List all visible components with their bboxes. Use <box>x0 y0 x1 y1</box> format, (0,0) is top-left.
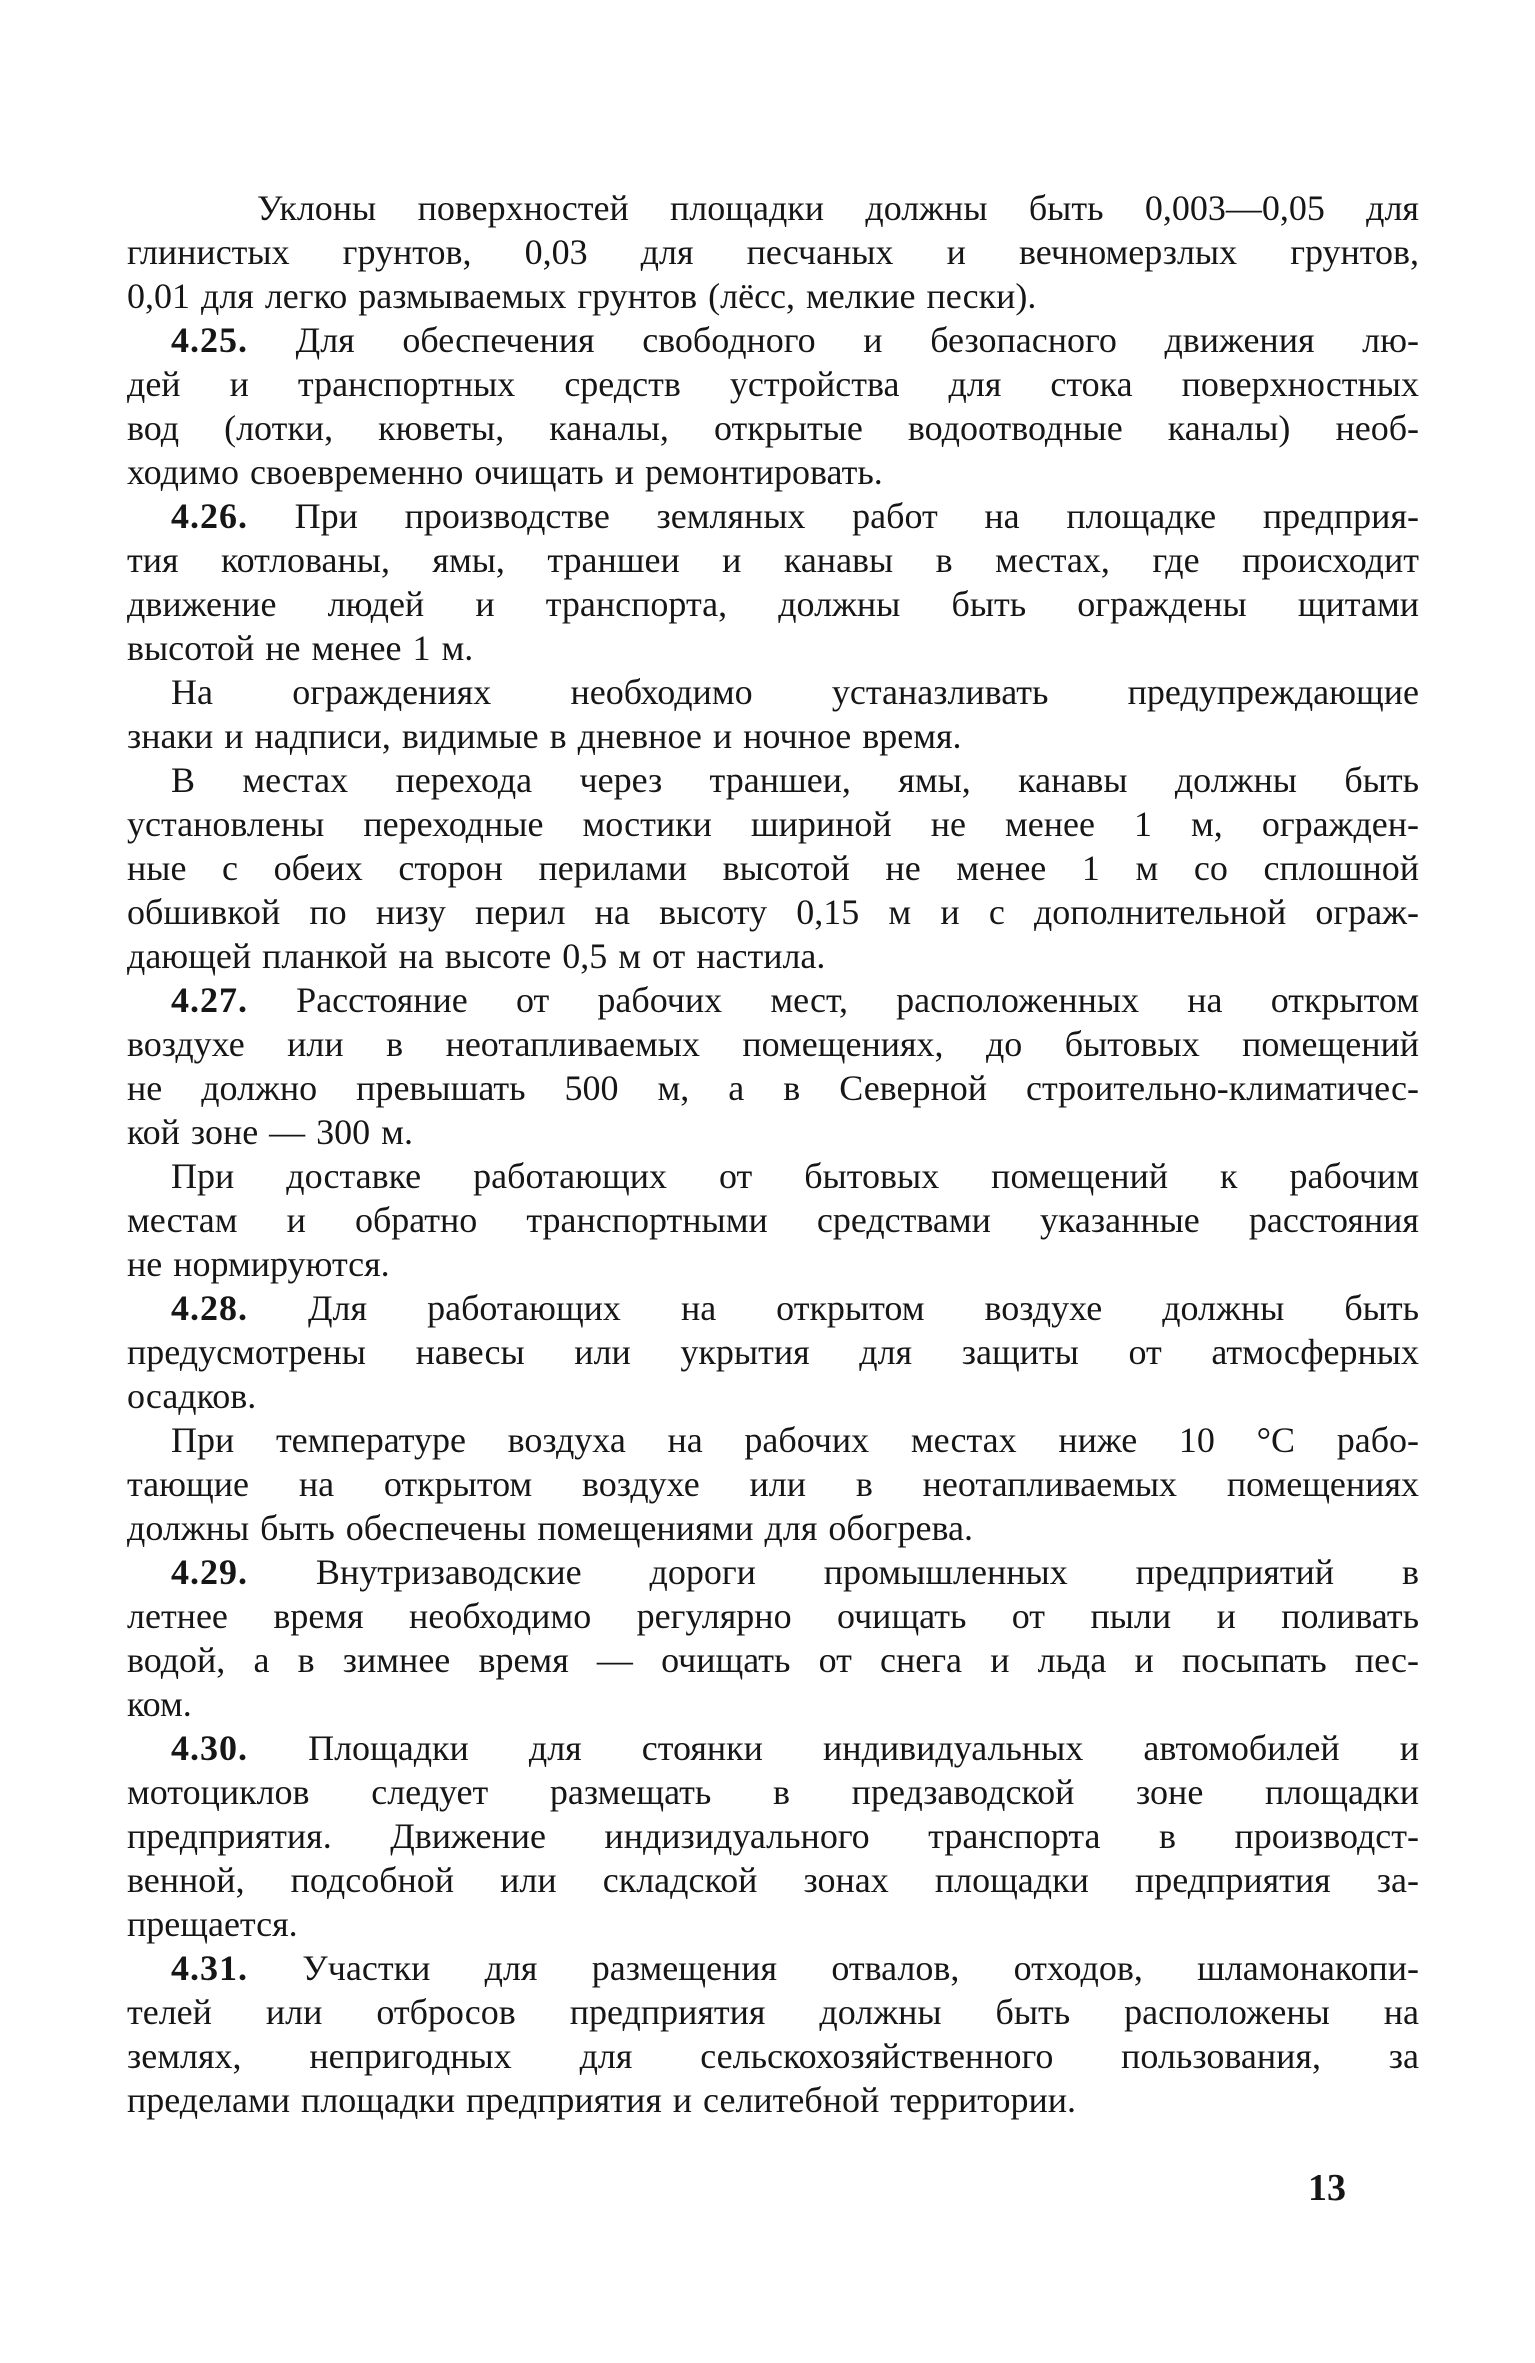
text-line: 4.31. Участки для размещения отвалов, отходов, шламонакопи- <box>171 1948 1419 1988</box>
text-line: вод (лотки, кюветы, каналы, открытые водоотводные каналы) необ- <box>127 408 1419 448</box>
text-line: должны быть обеспечены помещениями для обогрева. <box>127 1508 973 1548</box>
text-line: 4.30. Площадки для стоянки индивидуальных автомобилей и <box>171 1728 1419 1768</box>
text-line: При доставке работающих от бытовых помещений к рабочим <box>171 1156 1419 1196</box>
text-line: дающей планкой на высоте 0,5 м от настила. <box>127 936 826 976</box>
paragraph-number: 4.31. <box>171 1948 248 1988</box>
page-number: 13 <box>1308 2167 1346 2209</box>
text-line: тия котлованы, ямы, траншеи и канавы в местах, где происходит <box>127 540 1419 580</box>
text-line: пределами площадки предприятия и селитебной территории. <box>127 2080 1077 2120</box>
paragraph-number: 4.25. <box>171 320 248 360</box>
text-line: 4.28. Для работающих на открытом воздухе должны быть <box>171 1288 1419 1328</box>
text-line: местам и обратно транспортными средствами указанные расстояния <box>127 1200 1419 1240</box>
paragraph-number: 4.30. <box>171 1728 248 1768</box>
text-line: венной, подсобной или складской зонах площадки предприятия за- <box>127 1860 1419 1900</box>
text-line: установлены переходные мостики шириной не менее 1 м, огражден- <box>127 804 1419 844</box>
text-line: предусмотрены навесы или укрытия для защиты от атмосферных <box>127 1332 1419 1372</box>
paragraph-number: 4.26. <box>171 496 248 536</box>
text-line: ходимо своевременно очищать и ремонтировать. <box>127 452 883 492</box>
paragraph-number: 4.27. <box>171 980 248 1020</box>
text-line: землях, непригодных для сельскохозяйственного пользования, за <box>127 2036 1419 2076</box>
text-line: На ограждениях необходимо устаназливать предупреждающие <box>171 672 1419 712</box>
text-line: 4.26. При производстве земляных работ на площадке предприя- <box>171 496 1419 536</box>
paragraph-number: 4.29. <box>171 1552 248 1592</box>
text-line: дей и транспортных средств устройства для стока поверхностных <box>127 364 1419 404</box>
text-line: летнее время необходимо регулярно очищать от пыли и поливать <box>127 1596 1419 1636</box>
text-line: высотой не менее 1 м. <box>127 628 474 668</box>
text-line: ком. <box>127 1684 192 1724</box>
text-line: обшивкой по низу перил на высоту 0,15 м и с дополнительной ограж- <box>127 892 1419 932</box>
text-line: предприятия. Движение индизидуального транспорта в производст- <box>127 1816 1419 1856</box>
text-line: телей или отбросов предприятия должны быть расположены на <box>127 1992 1419 2032</box>
text-line: осадков. <box>127 1376 257 1416</box>
text-block <box>127 186 1419 2122</box>
text-line: кой зоне — 300 м. <box>127 1112 413 1152</box>
text-line: При температуре воздуха на рабочих местах ниже 10 °С рабо- <box>171 1420 1419 1460</box>
text-line: 4.27. Расстояние от рабочих мест, расположенных на открытом <box>171 980 1419 1020</box>
text-line: знаки и надписи, видимые в дневное и ночное время. <box>127 716 962 756</box>
text-line: не нормируются. <box>127 1244 390 1284</box>
text-line: воздухе или в неотапливаемых помещениях, до бытовых помещений <box>127 1024 1419 1064</box>
text-line: водой, а в зимнее время — очищать от снега и льда и посыпать пес- <box>127 1640 1419 1680</box>
text-line: мотоциклов следует размещать в предзаводской зоне площадки <box>127 1772 1419 1812</box>
text-line: 4.29. Внутризаводские дороги промышленных предприятий в <box>171 1552 1419 1592</box>
text-line: не должно превышать 500 м, а в Северной строительно-климатичес- <box>127 1068 1419 1108</box>
text-line: 4.25. Для обеспечения свободного и безопасного движения лю- <box>171 320 1419 360</box>
text-line: Уклоны поверхностей площадки должны быть 0,003—0,05 для <box>257 188 1419 228</box>
text-line: движение людей и транспорта, должны быть ограждены щитами <box>127 584 1419 624</box>
text-line: глинистых грунтов, 0,03 для песчаных и вечномерзлых грунтов, <box>127 232 1419 272</box>
text-line: 0,01 для легко размываемых грунтов (лёсс, мелкие пески). <box>127 276 1037 316</box>
text-line: тающие на открытом воздухе или в неотапливаемых помещениях <box>127 1464 1419 1504</box>
text-line: прещается. <box>127 1904 298 1944</box>
text-line: ные с обеих сторон перилами высотой не менее 1 м со сплошной <box>127 848 1419 888</box>
text-line: В местах перехода через траншеи, ямы, канавы должны быть <box>171 760 1419 800</box>
paragraph-number: 4.28. <box>171 1288 248 1328</box>
